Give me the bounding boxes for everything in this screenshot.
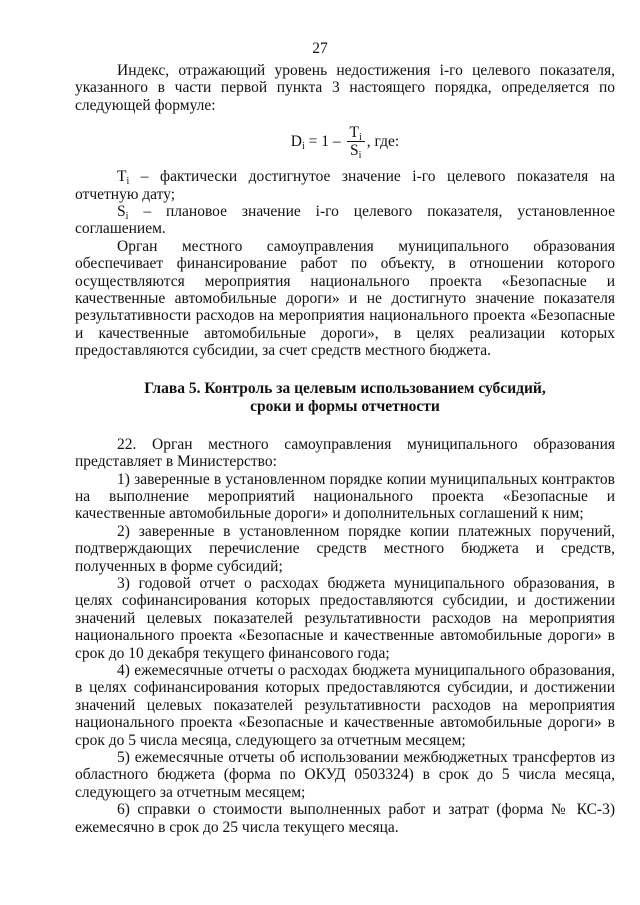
page-body [75, 62, 615, 836]
list-item: 5) ежемесячные отчеты об использовании межбюджетных трансфертов из областного бюджета (форма по ОКУД 0503324) в срок до 5 числа месяца, следующего за отчетным месяцем; [75, 749, 615, 801]
page-number: 27 [312, 40, 328, 57]
definition-s: $S_i$ – плановое значение i-го целевого показателя, установленное соглашением. [75, 203, 615, 238]
list-item: 4) ежемесячные отчеты о расходах бюджета муниципального образования, в целях софинансирования которых предоставляются субсидии, и достижении значений целевых показателей результативности расходов на мероприятия национального проекта «Безопасные и качественные автомобильные дороги» в срок до 5 числа месяца, следующего за отчетным месяцем; [75, 661, 615, 749]
chapter-heading [75, 380, 615, 416]
list-item: 1) заверенные в установленном порядке копии муниципальных контрактов на выполнение мероприятий национального проекта «Безопасные и качественные автомобильные дороги» и дополнительных соглашений к ним; [75, 470, 615, 523]
definition-t: $T_i$ – фактически достигнутое значение i-го целевого показателя на отчетную дату; [75, 168, 615, 203]
formula-numerator: $T_i$ [347, 124, 365, 142]
list-item: 3) годовой отчет о расходах бюджета муниципального образования, в целях софинансирования которых предоставляются субсидии, и достижении значений целевых показателей результативности расходов на мероприятия национального проекта «Безопасные и качественные автомобильные дороги» в срок до 10 декабря текущего финансового года; [75, 574, 615, 662]
formula-fraction [347, 124, 365, 159]
chapter-title-line2: сроки и формы отчетности [250, 397, 440, 415]
chapter-title-line1: Глава 5. Контроль за целевым использованием субсидий, [144, 379, 546, 397]
paragraph-financing: Орган местного самоуправления муниципального образования обеспечивает финансирование работ по объекту, в отношении которого осуществляются мероприятия национального проекта «Безопасные и качественные автомобильные дороги» и не достигнуто значение показателя результативности расходов на мероприятия национального проекта «Безопасные и качественные автомобильные дороги», в целях реализации которых предоставляются субсидии, за счет средств местного бюджета. [75, 237, 615, 360]
list-item: 2) заверенные в установленном порядке копии платежных поручений, подтверждающих перечисление средств местного бюджета и средств, полученных в форме субсидий; [75, 522, 615, 575]
formula-lhs: $D_i$ [290, 132, 305, 152]
paragraph-index-definition: Индекс, отражающий уровень недостижения i-го целевого показателя, указанного в части первой пункта 3 настоящего порядка, определяется по следующей формуле: [75, 62, 615, 114]
paragraph-22: 22. Орган местного самоуправления муниципального образования представляет в Министерство: [75, 435, 615, 471]
formula-tail: , где: [366, 132, 400, 150]
list-item: 6) справки о стоимости выполненных работ и затрат (форма № КС-3) ежемесячно в срок до 25 числа текущего месяца. [75, 801, 615, 836]
formula-denominator: $S_i$ [349, 141, 362, 161]
formula-equals: = 1 – [304, 132, 345, 150]
formula [75, 121, 615, 161]
